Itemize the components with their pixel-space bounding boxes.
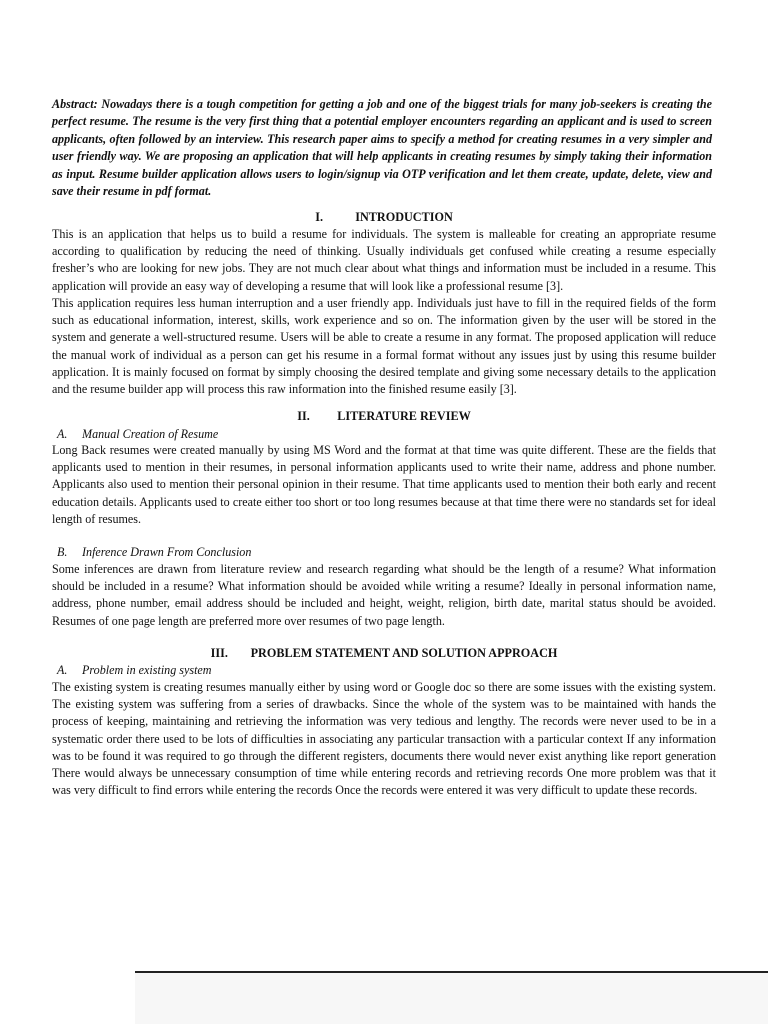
subsection-letter: A. bbox=[57, 663, 68, 677]
subsection-heading-inference bbox=[57, 544, 251, 560]
section-heading-problem-statement bbox=[52, 645, 716, 661]
intro-paragraph-1: This is an application that helps us to build a resume for individuals. The system is malleable for creating an appropriate resume according to qualification by reducing the need of thinking. Usually individuals get confused while creating a resume especially fresher’s who are looking for new jobs. They are not much clear about what things and information must be included in a resume. This application will provide an easy way of developing a resume that will look like a professional resume [3]. bbox=[52, 227, 716, 293]
subsection-title: Manual Creation of Resume bbox=[82, 427, 219, 441]
section-number: II. bbox=[297, 409, 310, 423]
problem-paragraph-a: The existing system is creating resumes manually either by using word or Google doc so there are some issues with the existing system. The existing system was suffering from a series of drawbacks. Since the whole of the system was to be maintained with hands the process of keeping, maintaining and retrieving the information was very tedious and lengthy. The records were never used to be in a systematic order there used to be lots of difficulties in associating any particular transaction with a particular context If any information was to be found it was required to go through the different registers, documents there would never exist anything like report generation There would always be unnecessary consumption of time while entering records and retrieving records One more problem was that it was very difficult to find errors while entering the records Once the records were entered it was very difficult to update these records. bbox=[52, 680, 716, 798]
subsection-heading-existing-system bbox=[57, 662, 212, 678]
section-heading-introduction bbox=[52, 209, 716, 225]
section-title: LITERATURE REVIEW bbox=[337, 409, 471, 423]
literature-paragraph-a: Long Back resumes were created manually by using MS Word and the format at that time was quite different. These are the fields that applicants used to mention in their resumes, in personal information applicants used to write their name, address and phone number. Applicants also used to mention their personal opinion in their resume. That time applicants used to mention their both early and recent education details. Applicants used to create either too short or too long resumes because at that time there were no standards set for ideal length of resumes. bbox=[52, 443, 716, 526]
section-number: I. bbox=[315, 210, 324, 224]
footer-area bbox=[135, 973, 768, 1024]
subsection-title: Problem in existing system bbox=[82, 663, 212, 677]
section-heading-literature-review bbox=[52, 408, 716, 424]
section-title: PROBLEM STATEMENT AND SOLUTION APPROACH bbox=[250, 646, 558, 660]
footer-divider bbox=[135, 971, 768, 973]
subsection-heading-manual-creation bbox=[57, 426, 218, 442]
section-number: III. bbox=[210, 646, 228, 660]
section-title: INTRODUCTION bbox=[355, 210, 453, 224]
subsection-title: Inference Drawn From Conclusion bbox=[82, 545, 252, 559]
subsection-letter: B. bbox=[57, 545, 68, 559]
literature-paragraph-b: Some inferences are drawn from literature review and research regarding what should be the length of a resume? What information should be included in a resume? What information should be avoided while writing a resume? Ideally in personal information name, address, phone number, email address should be included and height, weight, religion, birth date, marital status should be avoided. Resumes of one page length are preferred more over resumes of two page length. bbox=[52, 562, 716, 628]
intro-paragraph-2: This application requires less human interruption and a user friendly app. Individuals just have to fill in the required fields of the form such as educational information, interest, skills, work experience and so on. The information given by the user will be stored in the system and generate a well-structured resume. Users will be able to create a resume in any format. The proposed application will reduce the manual work of individual as a person can get his resume in a formal format without any issues just by using this resume builder application. It is mainly focused on format by simply choosing the desired template and giving some necessary details to the application and the resume builder app will process this raw information into the finished resume easily [3]. bbox=[52, 296, 716, 397]
abstract: Abstract: Nowadays there is a tough competition for getting a job and one of the biggest trials for many job-seekers is creating the perfect resume. The resume is the very first thing that a potential employer encounters regarding an applicant and is used to screen applicants, often followed by an interview. This research paper aims to specify a method for creating resumes in a very simpler and user friendly way. We are proposing an application that will help applicants in creating resumes by simply taking their information as input. Resume builder application allows users to login/signup via OTP verification and let them create, update, delete, view and save their resume in pdf format. bbox=[52, 97, 712, 199]
subsection-letter: A. bbox=[57, 427, 68, 441]
